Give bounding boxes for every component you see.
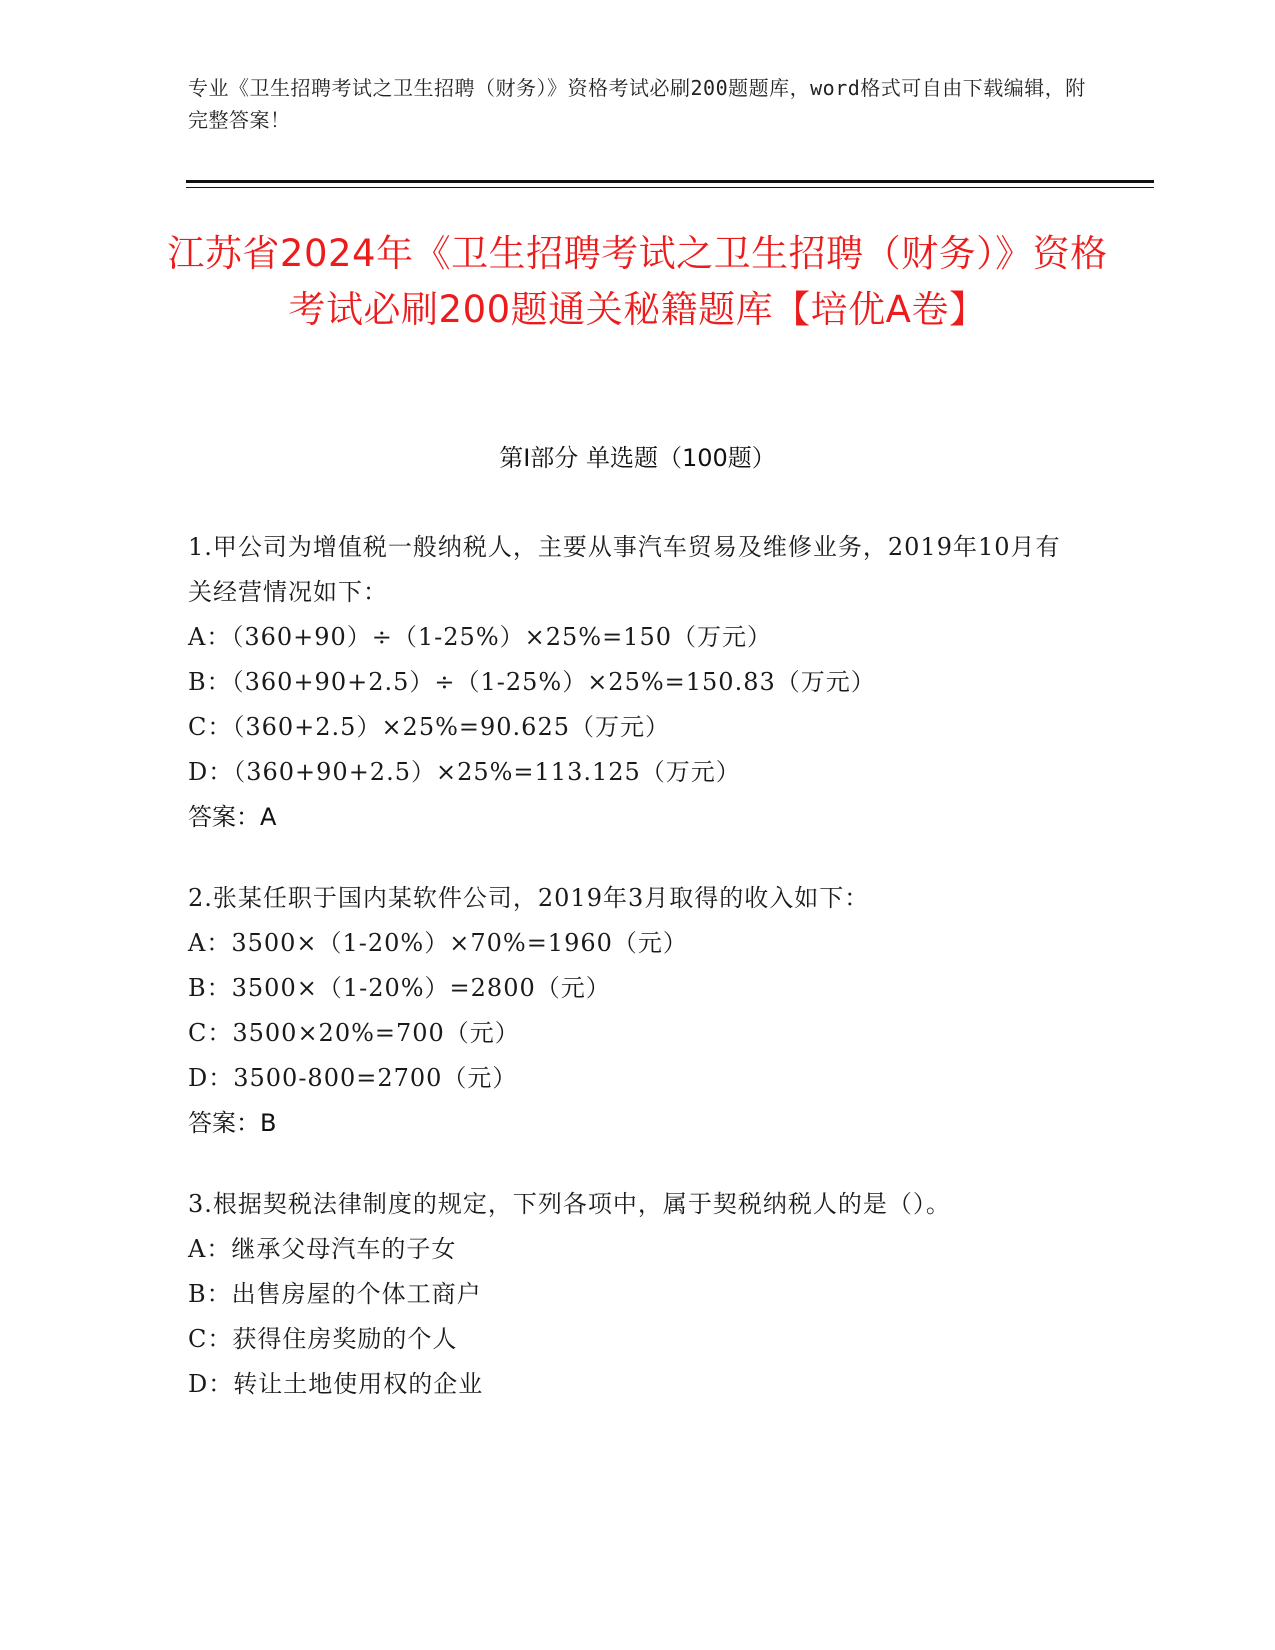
- section-heading: 第I部分 单选题（100题）: [499, 444, 776, 472]
- option-c: C：3500×20%=700（元）: [188, 1019, 520, 1047]
- option-d: D：转让土地使用权的企业: [188, 1370, 484, 1398]
- document-title: 江苏省2024年《卫生招聘考试之卫生招聘（财务）》资格考试必刷200题通关秘籍题库【培优A卷】: [167, 232, 1108, 331]
- option-a: A：（360+90）÷（1-25%）×25%=150（万元）: [188, 623, 772, 651]
- option-c: C：（360+2.5）×25%=90.625（万元）: [188, 713, 670, 741]
- option-d: D：（360+90+2.5）×25%=113.125（万元）: [188, 758, 741, 786]
- question-1: [188, 525, 1068, 840]
- option-a: A：继承父母汽车的子女: [188, 1235, 457, 1263]
- answer: 答案：B: [188, 1109, 277, 1137]
- question-stem: 3.根据契税法律制度的规定，下列各项中，属于契税纳税人的是（）。: [188, 1190, 951, 1218]
- question-3: [188, 1182, 1068, 1407]
- option-c: C：获得住房奖励的个人: [188, 1325, 458, 1353]
- option-b: B：3500×（1-20%）=2800（元）: [188, 974, 611, 1002]
- option-b: B：（360+90+2.5）÷（1-25%）×25%=150.83（万元）: [188, 668, 876, 696]
- question-2: [188, 876, 1068, 1146]
- document-header-note: 专业《卫生招聘考试之卫生招聘（财务）》资格考试必刷200题题库，word格式可自由下载编辑，附完整答案！: [188, 76, 1086, 132]
- question-list: [188, 525, 1068, 1443]
- option-b: B：出售房屋的个体工商户: [188, 1280, 482, 1308]
- header-divider-thin: [186, 187, 1154, 188]
- header-divider-thick: [186, 180, 1154, 183]
- answer: 答案：A: [188, 803, 277, 831]
- option-a: A：3500×（1-20%）×70%=1960（元）: [188, 929, 688, 957]
- question-stem: 2.张某任职于国内某软件公司，2019年3月取得的收入如下：: [188, 884, 870, 912]
- option-d: D：3500-800=2700（元）: [188, 1064, 518, 1092]
- question-stem: 1.甲公司为增值税一般纳税人，主要从事汽车贸易及维修业务，2019年10月有关经营情况如下：: [188, 533, 1061, 606]
